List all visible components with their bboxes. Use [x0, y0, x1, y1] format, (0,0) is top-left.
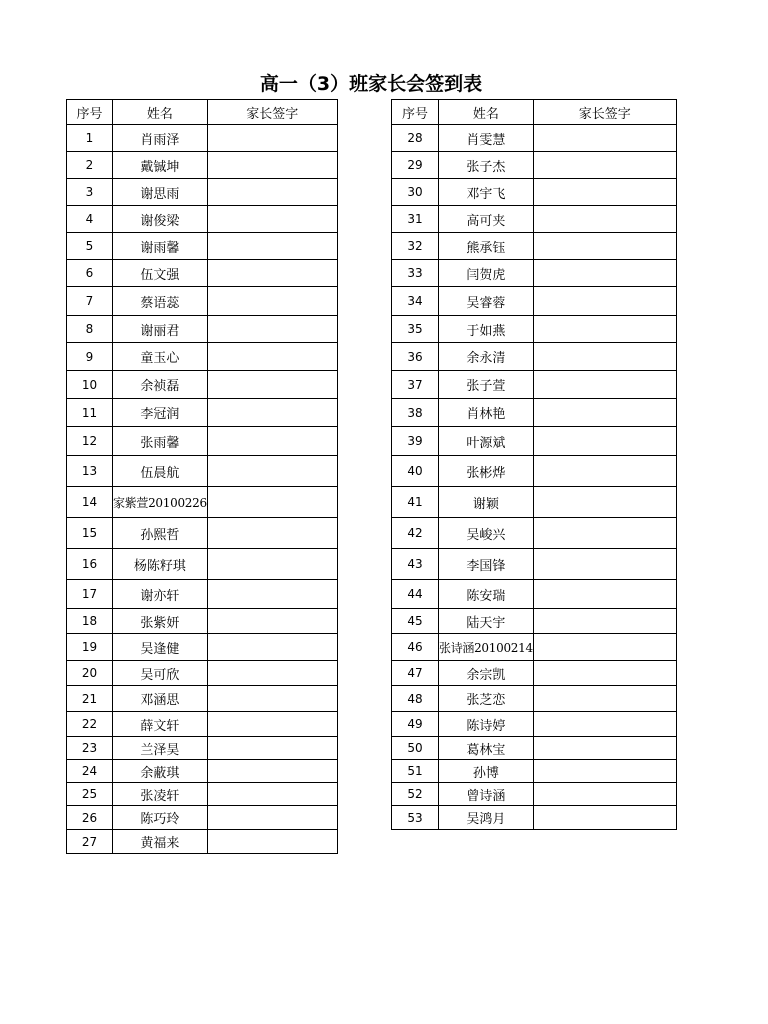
- table-row: [392, 580, 677, 609]
- table-row: [67, 179, 338, 206]
- parent-signature-cell[interactable]: [533, 427, 676, 456]
- student-name: 陆天宇: [439, 609, 534, 634]
- table-row: [392, 427, 677, 456]
- parent-signature-cell[interactable]: [207, 125, 337, 152]
- sign-in-table-right: [391, 99, 677, 830]
- student-name: 兰泽昊: [113, 737, 208, 760]
- table-row: [392, 712, 677, 737]
- parent-signature-cell[interactable]: [207, 260, 337, 287]
- table-row: [392, 371, 677, 399]
- parent-signature-cell[interactable]: [533, 783, 676, 806]
- parent-signature-cell[interactable]: [533, 518, 676, 549]
- table-row: [392, 343, 677, 371]
- parent-signature-cell[interactable]: [533, 760, 676, 783]
- row-index: 18: [67, 609, 113, 634]
- student-name: 伍文强: [113, 260, 208, 287]
- parent-signature-cell[interactable]: [533, 206, 676, 233]
- student-name: 童玉心: [113, 343, 208, 371]
- row-index: 39: [392, 427, 439, 456]
- student-name: 陈安瑞: [439, 580, 534, 609]
- table-row: [392, 518, 677, 549]
- parent-signature-cell[interactable]: [533, 661, 676, 686]
- parent-signature-cell[interactable]: [207, 343, 337, 371]
- student-name: 邓涵思: [113, 686, 208, 712]
- table-row: [67, 634, 338, 661]
- student-name: 叶源斌: [439, 427, 534, 456]
- table-row: [67, 260, 338, 287]
- parent-signature-cell[interactable]: [207, 518, 337, 549]
- row-index: 4: [67, 206, 113, 233]
- student-name: 吴可欣: [113, 661, 208, 686]
- row-index: 33: [392, 260, 439, 287]
- row-index: 40: [392, 456, 439, 487]
- parent-signature-cell[interactable]: [533, 487, 676, 518]
- student-name: 家紫萱20100226: [113, 487, 208, 518]
- parent-signature-cell[interactable]: [207, 179, 337, 206]
- parent-signature-cell[interactable]: [533, 686, 676, 712]
- parent-signature-cell[interactable]: [533, 737, 676, 760]
- table-row: [67, 343, 338, 371]
- table-row: [67, 316, 338, 343]
- student-name: 陈巧玲: [113, 806, 208, 830]
- parent-signature-cell[interactable]: [533, 260, 676, 287]
- student-name: 李冠润: [113, 399, 208, 427]
- row-index: 7: [67, 287, 113, 316]
- student-name: 余祯磊: [113, 371, 208, 399]
- student-name: 张子杰: [439, 152, 534, 179]
- parent-signature-cell[interactable]: [533, 634, 676, 661]
- parent-signature-cell[interactable]: [207, 760, 337, 783]
- row-index: 53: [392, 806, 439, 830]
- student-name: 高可夹: [439, 206, 534, 233]
- table-row: [392, 399, 677, 427]
- student-name: 肖雯慧: [439, 125, 534, 152]
- table-row: [67, 760, 338, 783]
- row-index: 19: [67, 634, 113, 661]
- table-row: [392, 661, 677, 686]
- parent-signature-cell[interactable]: [207, 737, 337, 760]
- student-name: 曾诗涵: [439, 783, 534, 806]
- parent-signature-cell[interactable]: [207, 233, 337, 260]
- parent-signature-cell[interactable]: [533, 712, 676, 737]
- table-row: [392, 152, 677, 179]
- row-index: 48: [392, 686, 439, 712]
- parent-signature-cell[interactable]: [533, 806, 676, 830]
- table-row: [67, 125, 338, 152]
- student-name: 吴鸿月: [439, 806, 534, 830]
- table-row: [67, 806, 338, 830]
- table-header-row: [392, 100, 677, 125]
- student-name: 李国锋: [439, 549, 534, 580]
- student-name: 葛林宝: [439, 737, 534, 760]
- row-index: 21: [67, 686, 113, 712]
- page-title: 高一（3）班家长会签到表: [259, 73, 483, 95]
- parent-signature-cell[interactable]: [207, 456, 337, 487]
- row-index: 36: [392, 343, 439, 371]
- table-row: [392, 233, 677, 260]
- row-index: 13: [67, 456, 113, 487]
- row-index: 14: [67, 487, 113, 518]
- parent-signature-cell[interactable]: [207, 371, 337, 399]
- parent-signature-cell[interactable]: [207, 609, 337, 634]
- table-row: [67, 783, 338, 806]
- table-row: [67, 233, 338, 260]
- student-name: 谢俊梁: [113, 206, 208, 233]
- parent-signature-cell[interactable]: [207, 427, 337, 456]
- row-index: 51: [392, 760, 439, 783]
- parent-signature-cell[interactable]: [207, 661, 337, 686]
- student-name: 邓宇飞: [439, 179, 534, 206]
- table-header-row: [67, 100, 338, 125]
- student-name: 余宗凯: [439, 661, 534, 686]
- row-index: 30: [392, 179, 439, 206]
- student-name: 于如燕: [439, 316, 534, 343]
- parent-signature-cell[interactable]: [533, 456, 676, 487]
- student-name: 张彬烨: [439, 456, 534, 487]
- header-index: 序号: [392, 100, 439, 125]
- parent-signature-cell[interactable]: [207, 399, 337, 427]
- row-index: 11: [67, 399, 113, 427]
- student-name: 谢雨馨: [113, 233, 208, 260]
- table-row: [67, 686, 338, 712]
- parent-signature-cell[interactable]: [207, 580, 337, 609]
- table-row: [392, 260, 677, 287]
- row-index: 9: [67, 343, 113, 371]
- table-row: [392, 783, 677, 806]
- student-name: 戴铖坤: [113, 152, 208, 179]
- table-row: [67, 580, 338, 609]
- row-index: 3: [67, 179, 113, 206]
- row-index: 52: [392, 783, 439, 806]
- parent-signature-cell[interactable]: [533, 316, 676, 343]
- table-row: [67, 152, 338, 179]
- table-row: [67, 287, 338, 316]
- student-name: 杨陈籽琪: [113, 549, 208, 580]
- student-name: 余永清: [439, 343, 534, 371]
- parent-signature-cell[interactable]: [207, 686, 337, 712]
- student-name: 蔡语蕊: [113, 287, 208, 316]
- parent-signature-cell[interactable]: [533, 399, 676, 427]
- table-row: [67, 456, 338, 487]
- header-name: 姓名: [113, 100, 208, 125]
- table-row: [67, 399, 338, 427]
- student-name: 孙熙哲: [113, 518, 208, 549]
- parent-signature-cell[interactable]: [207, 152, 337, 179]
- table-row: [67, 518, 338, 549]
- table-row: [392, 206, 677, 233]
- row-index: 6: [67, 260, 113, 287]
- row-index: 15: [67, 518, 113, 549]
- row-index: 38: [392, 399, 439, 427]
- student-name: 谢丽君: [113, 316, 208, 343]
- table-row: [67, 427, 338, 456]
- student-name: 张凌轩: [113, 783, 208, 806]
- parent-signature-cell[interactable]: [533, 580, 676, 609]
- student-name: 肖雨泽: [113, 125, 208, 152]
- header-name: 姓名: [439, 100, 534, 125]
- row-index: 31: [392, 206, 439, 233]
- parent-signature-cell[interactable]: [207, 830, 337, 854]
- parent-signature-cell[interactable]: [533, 179, 676, 206]
- student-name: 薛文轩: [113, 712, 208, 737]
- row-index: 23: [67, 737, 113, 760]
- parent-signature-cell[interactable]: [207, 634, 337, 661]
- table-row: [392, 456, 677, 487]
- row-index: 45: [392, 609, 439, 634]
- parent-signature-cell[interactable]: [533, 152, 676, 179]
- student-name: 余蔽琪: [113, 760, 208, 783]
- row-index: 32: [392, 233, 439, 260]
- student-name: 肖林艳: [439, 399, 534, 427]
- student-name: 张紫妍: [113, 609, 208, 634]
- parent-signature-cell[interactable]: [207, 487, 337, 518]
- row-index: 46: [392, 634, 439, 661]
- table-row: [392, 549, 677, 580]
- table-row: [67, 549, 338, 580]
- parent-signature-cell[interactable]: [533, 609, 676, 634]
- student-name: 黄福来: [113, 830, 208, 854]
- table-row: [392, 806, 677, 830]
- table-row: [392, 634, 677, 661]
- row-index: 2: [67, 152, 113, 179]
- table-row: [392, 760, 677, 783]
- table-row: [392, 316, 677, 343]
- sign-in-table-left: [66, 99, 338, 854]
- parent-signature-cell[interactable]: [207, 712, 337, 737]
- parent-signature-cell[interactable]: [207, 287, 337, 316]
- header-signature: 家长签字: [207, 100, 337, 125]
- table-row: [392, 179, 677, 206]
- table-row: [67, 737, 338, 760]
- table-row: [392, 686, 677, 712]
- row-index: 17: [67, 580, 113, 609]
- row-index: 1: [67, 125, 113, 152]
- table-row: [67, 206, 338, 233]
- row-index: 20: [67, 661, 113, 686]
- row-index: 49: [392, 712, 439, 737]
- student-name: 谢思雨: [113, 179, 208, 206]
- row-index: 37: [392, 371, 439, 399]
- table-row: [67, 487, 338, 518]
- row-index: 25: [67, 783, 113, 806]
- header-index: 序号: [67, 100, 113, 125]
- row-index: 22: [67, 712, 113, 737]
- row-index: 26: [67, 806, 113, 830]
- table-row: [67, 830, 338, 854]
- student-name: 闫贺虎: [439, 260, 534, 287]
- table-row: [392, 125, 677, 152]
- table-row: [392, 737, 677, 760]
- row-index: 24: [67, 760, 113, 783]
- parent-signature-cell[interactable]: [533, 125, 676, 152]
- row-index: 41: [392, 487, 439, 518]
- student-name: 陈诗婷: [439, 712, 534, 737]
- row-index: 43: [392, 549, 439, 580]
- student-name: 吴逢健: [113, 634, 208, 661]
- row-index: 16: [67, 549, 113, 580]
- table-row: [67, 712, 338, 737]
- parent-signature-cell[interactable]: [207, 206, 337, 233]
- row-index: 8: [67, 316, 113, 343]
- parent-signature-cell[interactable]: [207, 806, 337, 830]
- row-index: 47: [392, 661, 439, 686]
- student-name: 张子萱: [439, 371, 534, 399]
- row-index: 42: [392, 518, 439, 549]
- parent-signature-cell[interactable]: [533, 233, 676, 260]
- row-index: 44: [392, 580, 439, 609]
- row-index: 10: [67, 371, 113, 399]
- parent-signature-cell[interactable]: [533, 549, 676, 580]
- student-name: 张雨馨: [113, 427, 208, 456]
- student-name: 张芝恋: [439, 686, 534, 712]
- student-name: 伍晨航: [113, 456, 208, 487]
- parent-signature-cell[interactable]: [207, 783, 337, 806]
- parent-signature-cell[interactable]: [533, 287, 676, 316]
- parent-signature-cell[interactable]: [533, 343, 676, 371]
- parent-signature-cell[interactable]: [533, 371, 676, 399]
- row-index: 5: [67, 233, 113, 260]
- table-row: [67, 371, 338, 399]
- table-row: [67, 609, 338, 634]
- row-index: 29: [392, 152, 439, 179]
- student-name: 谢亦轩: [113, 580, 208, 609]
- header-signature: 家长签字: [533, 100, 676, 125]
- parent-signature-cell[interactable]: [207, 549, 337, 580]
- student-name: 吴睿蓉: [439, 287, 534, 316]
- row-index: 34: [392, 287, 439, 316]
- table-row: [392, 609, 677, 634]
- row-index: 35: [392, 316, 439, 343]
- row-index: 50: [392, 737, 439, 760]
- table-row: [392, 287, 677, 316]
- row-index: 27: [67, 830, 113, 854]
- row-index: 28: [392, 125, 439, 152]
- row-index: 12: [67, 427, 113, 456]
- student-name: 孙博: [439, 760, 534, 783]
- student-name: 谢颖: [439, 487, 534, 518]
- table-row: [392, 487, 677, 518]
- student-name: 吴峻兴: [439, 518, 534, 549]
- parent-signature-cell[interactable]: [207, 316, 337, 343]
- student-name: 张诗涵20100214: [439, 634, 534, 661]
- student-name: 熊承钰: [439, 233, 534, 260]
- table-row: [67, 661, 338, 686]
